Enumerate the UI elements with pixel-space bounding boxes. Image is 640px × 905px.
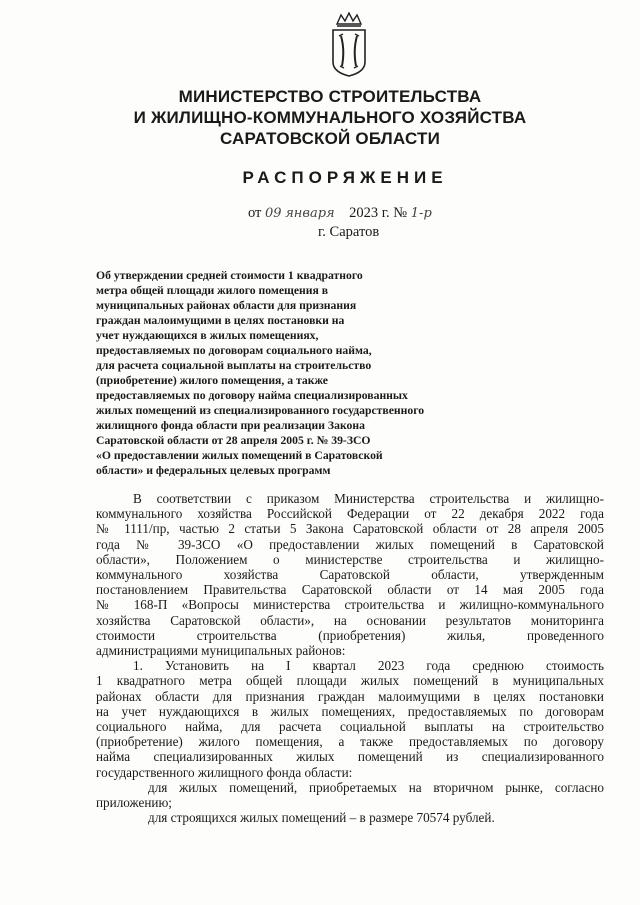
document-type-title: РАСПОРЯЖЕНИЕ [242, 168, 448, 187]
date-month: января [285, 206, 335, 221]
body-line: приложению; [96, 795, 172, 811]
date-day: 09 [265, 206, 282, 221]
body-line: 1 квадратного метра общей площади жилых помещений в муниципальных [96, 673, 604, 689]
document-date-line [248, 205, 432, 222]
body-line: коммунального хозяйства Саратовской области, утвержденным [96, 567, 604, 583]
body-line: районах области для признания граждан малоимущими в целях постановки [96, 688, 604, 704]
title-line: Об утверждении средней стоимости 1 квадратного [96, 269, 363, 282]
body-line: (приобретение) жилого помещения, а также предоставляемых по договору [96, 734, 604, 750]
title-line: для расчета социальной выплаты на строительство [96, 359, 372, 372]
saratov-coat-of-arms-icon [329, 12, 369, 78]
title-line: «О предоставлении жилых помещений в Саратовской [96, 449, 383, 462]
body-line: года № 39-ЗСО «О предоставлении жилых помещений в Саратовской [96, 536, 604, 552]
title-line: граждан малоимущими в целях постановки на [96, 314, 345, 327]
body-line: для жилых помещений, приобретаемых на вторичном рынке, согласно [148, 779, 604, 795]
header-line-2: И ЖИЛИЩНО-КОММУНАЛЬНОГО ХОЗЯЙСТВА [133, 108, 527, 127]
body-line: № 168-П «Вопросы министерства строительства и жилищно-коммунального [96, 597, 604, 613]
body-line: администрациями муниципальных районов: [96, 643, 346, 659]
title-line: предоставляемых по договорам социального найма, [96, 344, 372, 357]
body-line: коммунального хозяйства Российской Федерации от 22 декабря 2022 года [96, 506, 604, 522]
body-line: постановлением Правительства Саратовской области от 14 мая 2005 года [96, 582, 604, 598]
header-line-1: МИНИСТЕРСТВО СТРОИТЕЛЬСТВА [178, 87, 482, 106]
body-line: социального найма, для расчета социальной выплаты на строительство [96, 719, 604, 735]
body-line: найма специализированных жилых помещений из специализированного [96, 749, 604, 765]
body-line: для строящихся жилых помещений – в размере 70574 рублей. [148, 810, 495, 826]
document-number: 1-р [410, 206, 432, 221]
body-line: стоимости строительства (приобретения) жилья, проведенного [96, 627, 604, 643]
title-line: метра общей площади жилого помещения в [96, 284, 329, 297]
body-line: 1. Установить на I квартал 2023 года среднюю стоимость [133, 658, 604, 674]
title-line: жилых помещений из специализированного государственного [96, 404, 425, 417]
title-line: Саратовской области от 28 апреля 2005 г. № 39-ЗСО [96, 434, 371, 447]
body-line: хозяйства Саратовской области», на основании результатов мониторинга [96, 612, 604, 628]
date-prefix: от [248, 205, 262, 221]
document-body [96, 491, 604, 825]
title-line: жилищного фонда области при реализации Закона [96, 419, 365, 432]
title-line: (приобретение) жилого помещения, а также [96, 374, 328, 387]
body-line: на учет нуждающихся в жилых помещениях, предоставляемых по договорам [96, 703, 604, 719]
title-line: муниципальных районах области для признания [96, 299, 357, 312]
ministry-header [120, 86, 540, 149]
date-year: 2023 г. № [349, 205, 408, 221]
title-line: области» и федеральных целевых программ [96, 464, 331, 477]
header-line-3: САРАТОВСКОЙ ОБЛАСТИ [219, 129, 441, 148]
body-line: государственного жилищного фонда области: [96, 764, 353, 780]
document-city: г. Саратов [318, 224, 380, 240]
body-line: № 1111/пр, частью 2 статьи 5 Закона Саратовской области от 28 апреля 2005 [96, 521, 604, 537]
title-line: учет нуждающихся в жилых помещениях, [96, 329, 319, 342]
body-line: В соответствии с приказом Министерства строительства и жилищно- [133, 491, 604, 506]
document-subject-title [96, 268, 496, 478]
body-line: области», Положением о министерстве строительства и жилищно- [96, 551, 604, 567]
title-line: предоставляемых по договору найма специализированных [96, 389, 408, 402]
